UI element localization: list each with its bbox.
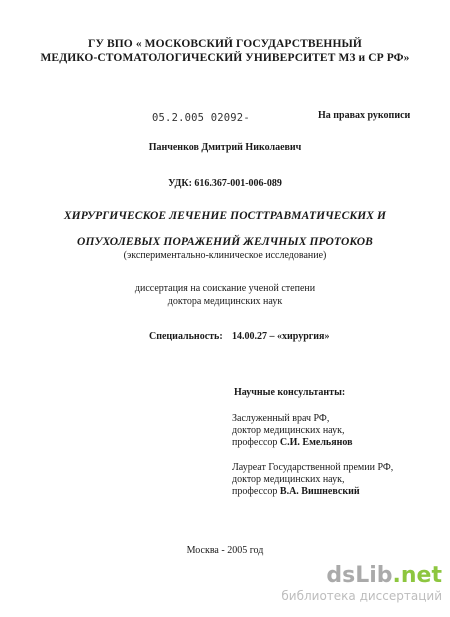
dslib-watermark bbox=[252, 563, 442, 603]
udk-code: УДК: 616.367-001-006-089 bbox=[168, 178, 282, 189]
consultant2-line2: доктор медицинских наук, bbox=[232, 474, 345, 485]
dslib-tagline: библиотека диссертаций bbox=[281, 589, 442, 603]
city-year: Москва - 2005 год bbox=[186, 545, 264, 556]
consultant1-line3 bbox=[232, 437, 353, 448]
consultant2-name: В.А. Вишневский bbox=[279, 486, 360, 497]
consultant2-title: профессор bbox=[232, 486, 278, 497]
degree-line2: доктора медицинских наук bbox=[167, 296, 283, 307]
registration-stamp: 05.2.005 02092‐ bbox=[152, 112, 250, 124]
consultants-heading: Научные консультанты: bbox=[234, 387, 346, 398]
dslib-logo: dsLib.net bbox=[326, 563, 442, 588]
consultant1-title: профессор bbox=[232, 437, 278, 448]
registration-number: 05.2.005 02092 bbox=[152, 112, 244, 124]
specialty-value: 14.00.27 – «хирургия» bbox=[232, 331, 330, 342]
dissertation-subtitle: (экспериментально-клиническое исследование) bbox=[123, 250, 327, 261]
consultant2-line1: Лауреат Государственной премии РФ, bbox=[232, 462, 394, 473]
specialty-label: Специальность: bbox=[149, 331, 223, 342]
consultant1-line2: доктор медицинских наук, bbox=[232, 425, 345, 436]
university-name-line2: МЕДИКО-СТОМАТОЛОГИЧЕСКИЙ УНИВЕРСИТЕТ МЗ и СР РФ» bbox=[40, 52, 410, 64]
consultant2-line3 bbox=[232, 486, 360, 497]
dissertation-title-line1: ХИРУРГИЧЕСКОЕ ЛЕЧЕНИЕ ПОСТТРАВМАТИЧЕСКИХ И bbox=[63, 210, 387, 222]
rights-notice: На правах рукописи bbox=[318, 110, 411, 121]
consultant1-line1: Заслуженный врач РФ, bbox=[232, 413, 330, 424]
author-name: Панченков Дмитрий Николаевич bbox=[148, 142, 302, 153]
consultant1-name: С.И. Емельянов bbox=[279, 437, 353, 448]
dissertation-title-line2: ОПУХОЛЕВЫХ ПОРАЖЕНИЙ ЖЕЛЧНЫХ ПРОТОКОВ bbox=[77, 236, 373, 248]
university-name-line1: ГУ ВПО « МОСКОВСКИЙ ГОСУДАРСТВЕННЫЙ bbox=[88, 38, 362, 50]
degree-line1: диссертация на соискание ученой степени bbox=[134, 283, 316, 294]
